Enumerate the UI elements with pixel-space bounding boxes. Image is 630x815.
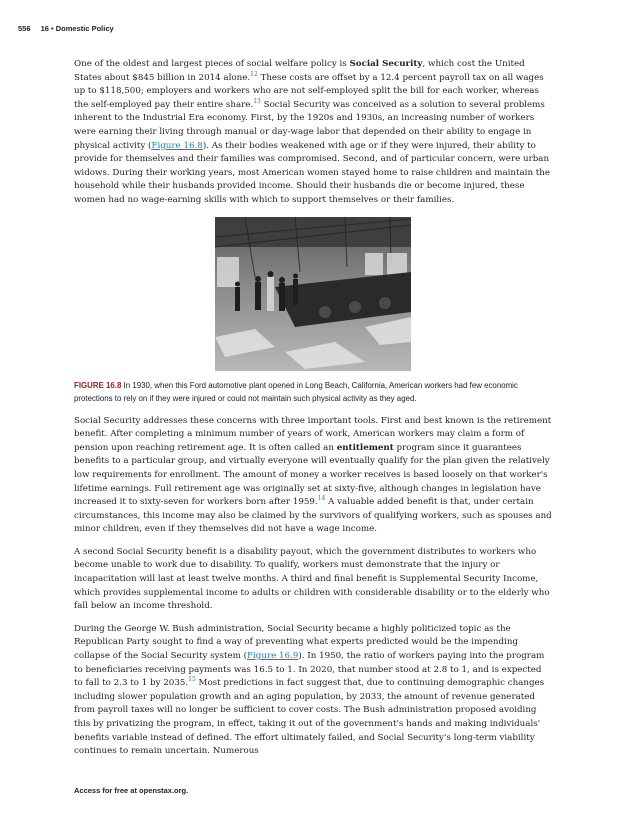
term-social-security: Social Security bbox=[349, 59, 423, 69]
running-header bbox=[18, 24, 114, 33]
factory-photo bbox=[215, 217, 411, 371]
paragraph-2: Social Security addresses these concerns with three important tools. First and best known is the retirement benefit. After completing a minimum number of years of work, American workers may claim a form of pension upon reaching retirement age. It is often called an entitlement program since it guarantees benefits to a particular group, and virtually everyone will eventually qualify for the plan given the relatively low requirements for enrollment. The amount of money a worker receives is based loosely on that worker's lifetime earnings. Full retirement age was originally set at sixty-five, although changes in legislation have increased it to sixty-seven for workers born after 1959.14 A valuable added benefit is that, under certain circumstances, this income may also be claimed by the survivors of qualifying workers, such as spouses and minor children, even if they themselves did not have a wage income. bbox=[74, 415, 552, 535]
page-number: 556 bbox=[18, 24, 31, 33]
figure-caption: FIGURE 16.8 In 1930, when this Ford automotive plant opened in Long Beach, California, American workers had few economic protections to rely on if they were injured or could not maintain such physical activity as they aged. bbox=[74, 380, 518, 403]
footnote-13[interactable]: 13 bbox=[253, 97, 261, 105]
footnote-15[interactable]: 15 bbox=[188, 676, 196, 684]
term-entitlement: entitlement bbox=[336, 442, 394, 453]
figure-label: FIGURE 16.8 bbox=[74, 380, 122, 390]
figure-16-8-link[interactable]: Figure 16.8 bbox=[151, 140, 203, 151]
page-footer: Access for free at openstax.org. bbox=[74, 786, 189, 795]
page-content bbox=[74, 58, 552, 768]
figure-16-9-link[interactable]: Figure 16.9 bbox=[247, 651, 299, 662]
chapter-title: 16 • Domestic Policy bbox=[40, 24, 114, 33]
paragraph-1: One of the oldest and largest pieces of social welfare policy is Social Security, which cost the United States about $845 billion in 2014 alone.$^{12}$ These costs are offset by a 12.4 percent payroll tax on all wages up to $118,500; employers and workers who are not self-employed split the bill for each worker, whereas the self-employed pay their entire share.$^{13}$ Social Security was conceived as a solution to several problems inherent to the Industrial Era economy. First, by the 1920s and 1930s, an increasing number of workers were earning their living through manual or day-wage labor that depended on their ability to engage in physical activity (Figure 16.8). As their bodies weakened with age or if they were injured, their ability to provide for themselves and their families was compromised. Second, and of particular concern, were urban widows. During their working years, most American women stayed home to raise children and maintain the household while their husbands provided income. Should their husbands die or become injured, these women had no wage-earning skills with which to support themselves or their families. bbox=[74, 59, 551, 205]
paragraph-3: A second Social Security benefit is a disability payout, which the government distributes to workers who become unable to work due to disability. To qualify, workers must demonstrate that the injury or incapacitation will last at least twelve months. A third and final benefit is Supplemental Security Income, which provides supplemental income to adults or children with considerable disability or to the elderly who fall below an income threshold. bbox=[74, 546, 550, 612]
paragraph-4: During the George W. Bush administration, Social Security became a highly politicized topic as the Republican Party sought to find a way of preventing what experts predicted would be the impending collapse of the Social Security system (Figure 16.9). In 1950, the ratio of workers paying into the program to beneficiaries receiving payments was 16.5 to 1. In 2020, that number stood at 2.8 to 1, and is expected to fall to 2.3 to 1 by 2035.15 Most predictions in fact suggest that, due to continuing demographic changes including slower population growth and an aging population, by 2033, the amount of revenue generated from payroll taxes will no longer be sufficient to cover costs. The Bush administration proposed avoiding this by privatizing the program, in effect, taking it out of the government's hands and making individuals' benefits variable instead of defined. The effort ultimately failed, and Social Security's long-term viability continues to remain uncertain. Numerous bbox=[74, 623, 545, 757]
footnote-14[interactable]: 14 bbox=[317, 495, 326, 503]
footnote-12[interactable]: 12 bbox=[250, 70, 258, 78]
